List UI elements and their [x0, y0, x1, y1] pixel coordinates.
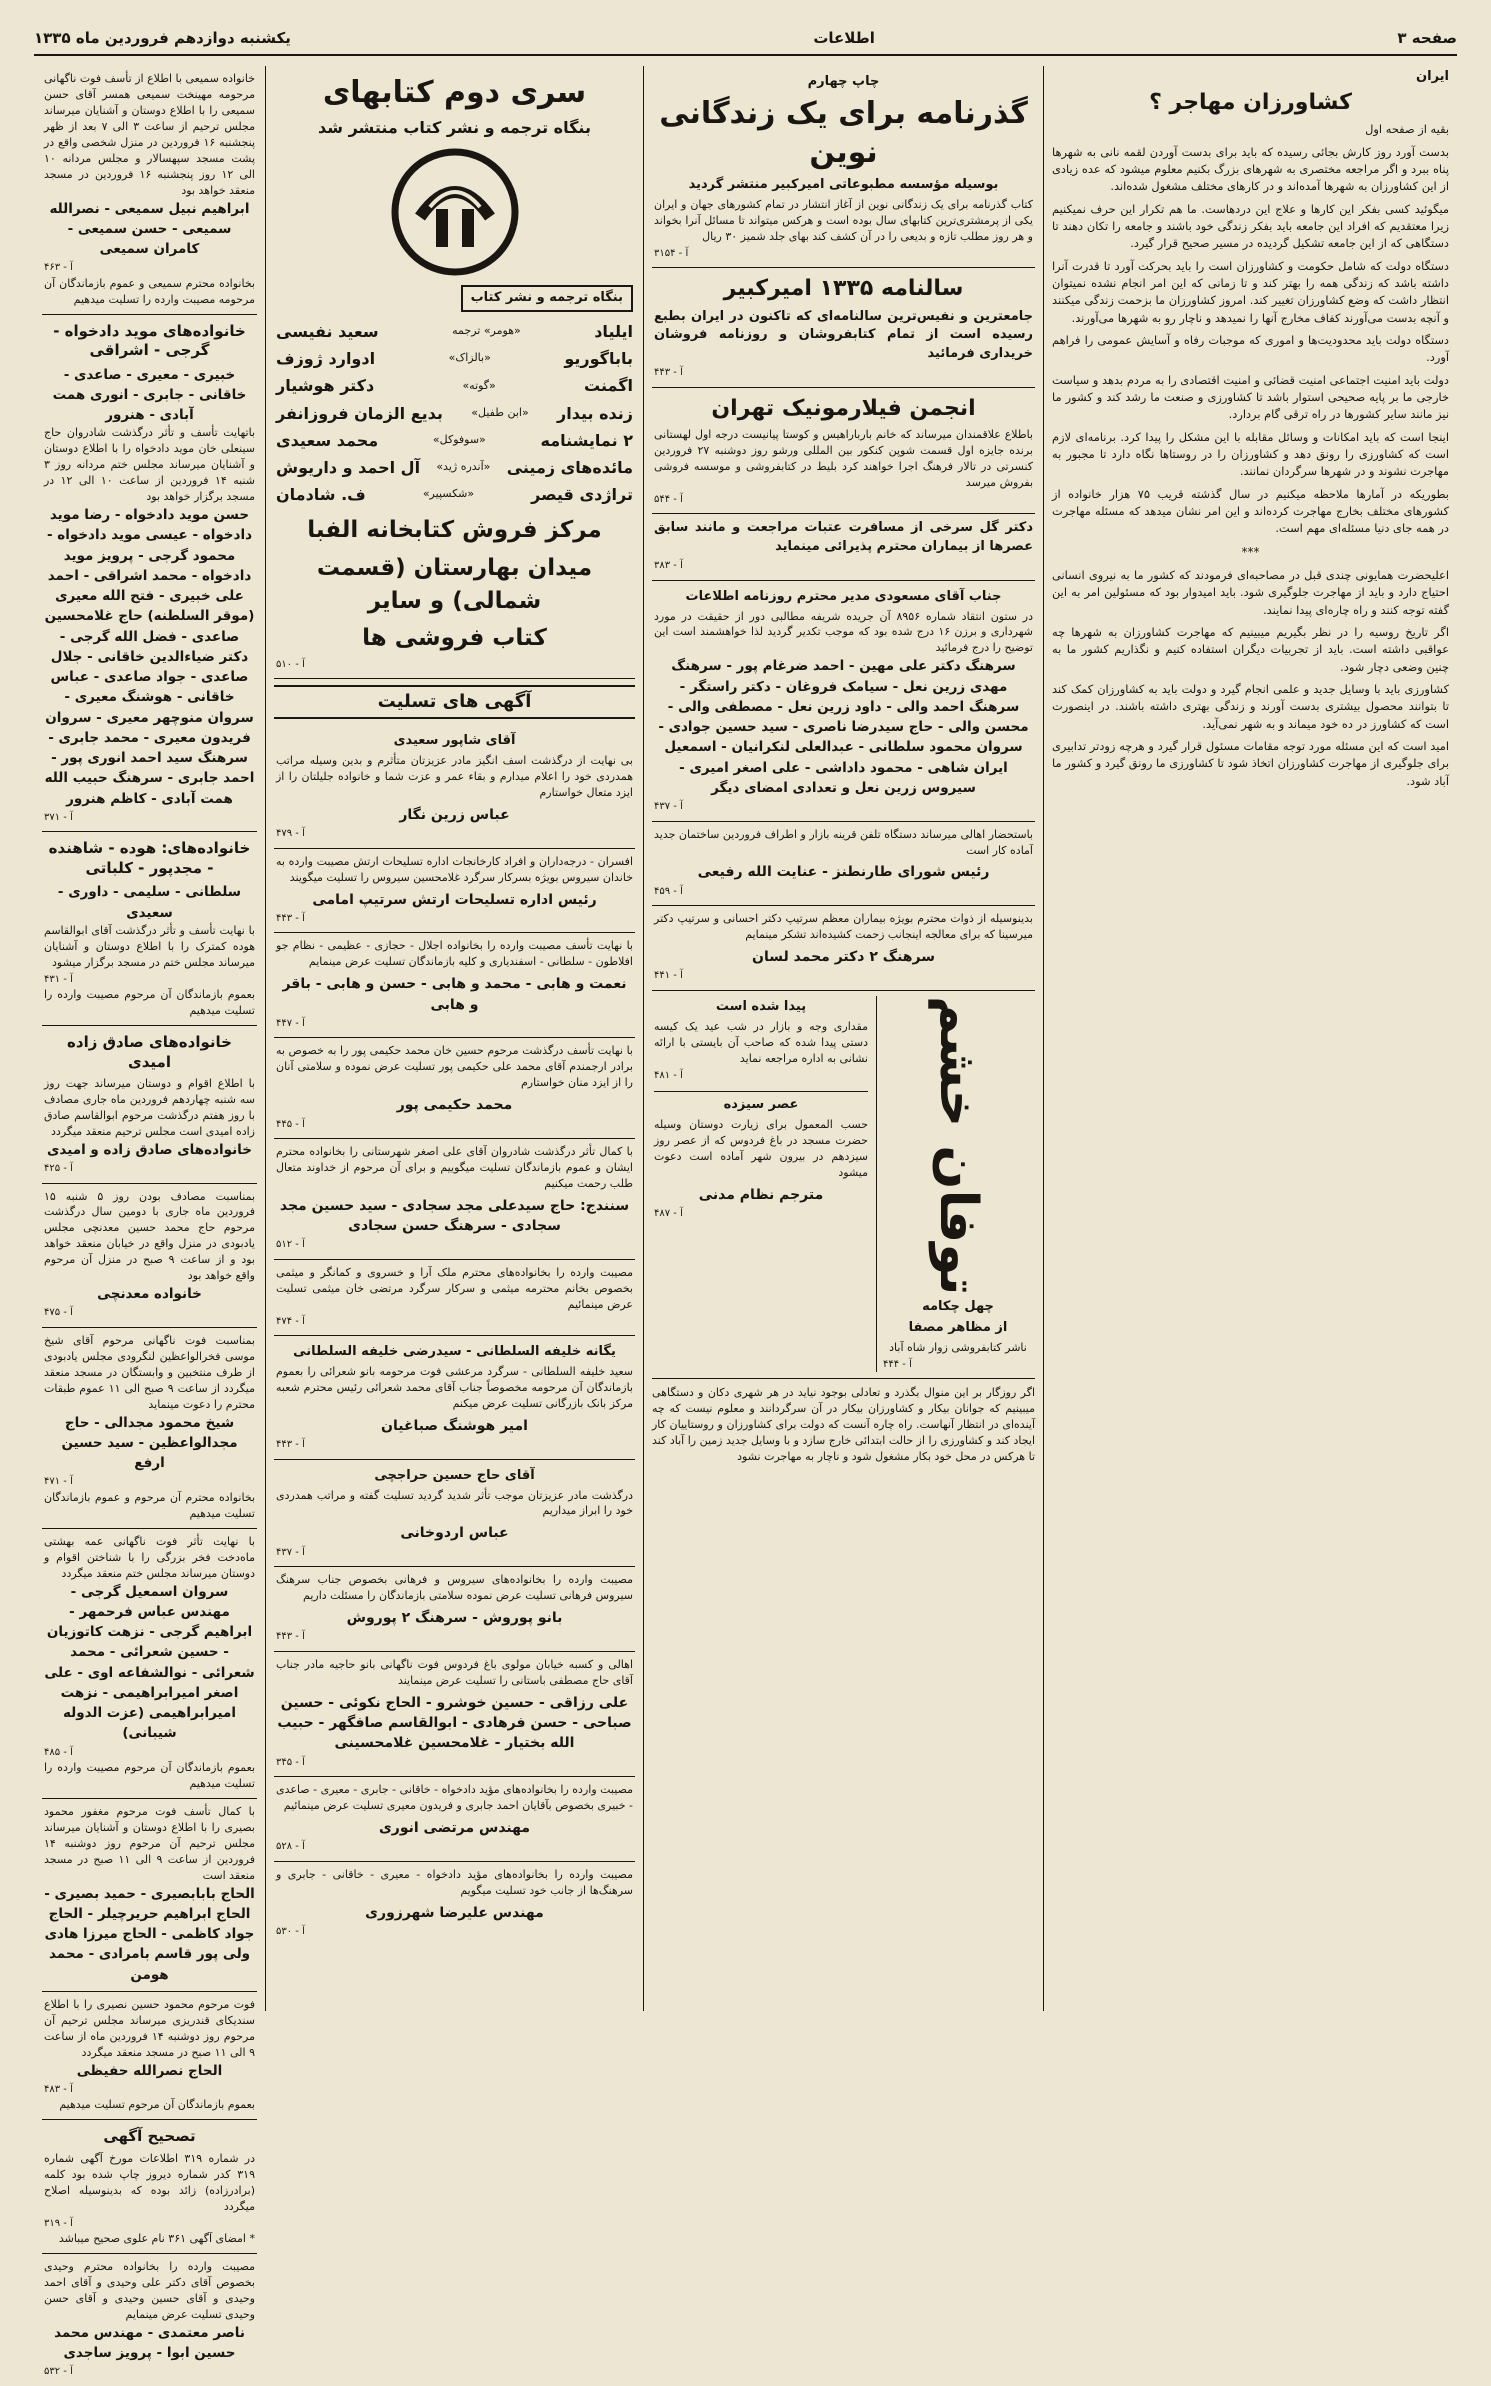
ad-code: آ - ۴۴۱ — [654, 970, 683, 982]
notice-text: اهالی و کسبه خیابان مولوی باغ فردوس فوت ناگهانی بانو حاجیه مادر جناب آقای حاج مصطفی باستانی را تسلیت عرض مینمایند — [276, 1657, 633, 1687]
book-subtitle: بوسیله مؤسسه مطبوعاتی امیرکبیر منتشر گردید — [688, 176, 999, 192]
almanac-text: جامعترین و نفیس‌ترین سالنامه‌ای که تاکنون در ایران بطبع رسیده است از تمام کتابفروشان و روزنامه فروشان خریداری فرمائید — [654, 308, 1033, 362]
book-author: «گوته» — [462, 378, 496, 392]
ad-code: آ - ۴۴۷ — [276, 1017, 305, 1029]
obituary-notice — [42, 1184, 257, 1328]
notice-text: مصیبت وارده را بخانواده‌های سیروس و فرهانی بخصوص جناب سرهنگ سیروس فرهانی تسلیت عرض نموده سلامتی بازماندگان را مسئلت داریم — [276, 1573, 633, 1603]
condolence-notice — [274, 1139, 635, 1260]
philharmonic-text: باطلاع علاقمندان میرساند که خانم بارباراهیس و کوستا پیانیست درجه اول لهستانی برنده جایزه اول قسمت شوپن کنکور بین المللی ورشو روز دوشنبه ۲۷ فروردین کنسرتی در تالار فرهنگ اجرا خواهند کرد بلیط در کتابفروشی و موسسه فروشی بفروش میرسد — [654, 428, 1033, 490]
series-subtitle: بنگاه ترجمه و نشر کتاب منتشر شد — [318, 118, 591, 137]
store-line: میدان بهارستان (قسمت شمالی) و سایر — [316, 554, 593, 615]
book-title: اگمنت — [584, 376, 633, 396]
novel-title: توفان خشم — [928, 996, 988, 1296]
notice-title: تصحیح آگهی — [103, 2127, 196, 2146]
philharmonic-title: انجمن فیلارمونیک تهران — [711, 395, 976, 421]
obituary-column — [34, 66, 266, 2378]
obituary-notice — [42, 66, 257, 315]
obituary-notice — [42, 1026, 257, 1184]
notice-signature: خانواده معدنچی — [97, 1286, 202, 1303]
notice-text: با نهایت تأسف مصیبت وارده را بخانواده اجلال - حجازی - عظیمی - نظام جو افلاطون - سلطانی - اسفندیاری و کلیه بازماندگان تسلیت عرض مینمایم — [276, 939, 633, 969]
notice-signature: بانو پوروش - سرهنگ ۲ پوروش — [346, 1610, 563, 1627]
ad-code: آ - ۴۳۷ — [276, 1546, 305, 1558]
publisher-name-box: بنگاه ترجمه و نشر کتاب — [461, 285, 633, 312]
obituary-list — [42, 66, 257, 2386]
letter-title: جناب آقای مسعودی مدیر محترم روزنامه اطلاعات — [685, 588, 1002, 604]
notice-signature: ناصر معتمدی - مهندس محمد حسین ابوا - پرویز ساجدی — [54, 2324, 245, 2361]
condolence-notice — [274, 849, 635, 934]
editorial-paragraph: میگوئید کسی بفکر این کارها و علاج این دردهاست. ما هم تکرار این حرف نمیکنیم زیرا معتقدیم که افراد این جامعه باید بفکر زندگی خود باشند و جامعه را تکان دهند تا دستگاهی که از این جامعه تشکیل گردیده در مسیر صحیح قرار گیرد. — [1052, 201, 1449, 251]
condolence-notice — [274, 1652, 635, 1777]
book-author: «هومر» ترجمه — [452, 324, 521, 338]
book-row — [276, 454, 633, 481]
book-row — [276, 400, 633, 427]
ad-code: آ - ۴۶۳ — [44, 262, 73, 274]
book-title: باباگوریو — [564, 349, 633, 369]
book-row — [276, 372, 633, 399]
condolence-notice — [274, 725, 635, 848]
store-line: مرکز فروش کتابخانه الفبا — [307, 517, 602, 544]
publisher-emblem-icon — [390, 147, 520, 277]
editorial-paragraph: بدست آورد روز کارش بجائی رسیده که باید برای بدست آوردن لقمه نانی به شهرها پناه ببرد و اگر مراجعه مختصری به شهرهای بزرگ بکنیم معلوم میشود که عده زیادی از این کشاورزان به شهرها آمده‌اند و در کارهای مختلف مشغول شده‌اند. — [1052, 144, 1449, 194]
notice-text: در شماره ۳۱۹ اطلاعات مورخ آگهی شماره ۳۱۹ کدر شماره دیروز چاپ شده بود کلمه (برادرزاده) زائد بوده که بدینوسیله اصلاح میگردد — [44, 2151, 255, 2213]
editorial-paragraph: اعلیحضرت همایونی چندی قبل در مصاحبه‌ای فرمودند که کشور ما به نیروی انسانی احتیاج دارد و باید از مهاجرت جلوگیری شود. باید امیدوار بود که مسئولین امر به این گفته توجه کنند و راه چاره‌ای پیدا نمایند. — [1052, 568, 1449, 617]
notice-title: آقای حاج حسین حراجچی — [374, 1467, 535, 1483]
ad-code: آ - ۴۴۵ — [276, 1118, 305, 1130]
obituary-notice — [42, 2254, 257, 2386]
ad-code: آ - ۴۷۵ — [44, 1307, 73, 1319]
ad-code: آ - ۴۲۵ — [44, 1163, 73, 1174]
ad-code: آ - ۴۴۳ — [276, 1631, 305, 1643]
notice-signature: عباس زرین نگار — [399, 806, 510, 823]
condolence-notice — [274, 933, 635, 1038]
notice-text: مصیبت وارده را بخانواده محترم وحیدی بخصوص آقای دکتر علی وحیدی و آقای احمد وحیدی و آقای حسین وحیدی و آقای حسن وحیدی تسلیت عرض مینمایم — [44, 2259, 255, 2321]
family-names: خبیری - معیری - صاعدی - خاقانی - جابری - انوری همت آبادی - هنرور — [52, 366, 247, 424]
ad-code: آ - ۳۸۳ — [654, 560, 683, 572]
editorial-title: کشاورزان مهاجر ؟ — [1149, 89, 1352, 115]
notice-footer: بعموم بازماندگان آن مرحوم مصیبت وارده را تسلیت میدهیم — [44, 988, 255, 1018]
ad-code: آ - ۴۸۷ — [654, 1207, 683, 1219]
editorial-column — [1044, 66, 1457, 2011]
condolence-notice — [274, 1862, 635, 1946]
notice-footer: بخانواده محترم آن مرحوم و عموم بازماندگان تسلیت میدهیم — [44, 1490, 255, 1520]
notice-text: خانواده سمیعی با اطلاع از تأسف فوت ناگهانی مرحومه مهینخت سمیعی همسر آقای حسن سمیعی را با اطلاع دوستان و آشنایان میرساند مجلس ترحیم از ساعت ۳ الی ۷ بعد از ظهر پنجشنبه ۱۶ فروردین در منزل شخصی واقع در پشت مسجد سپهسالار و مجلس مردانه ۱۰ الی ۱۲ روز پنجشنبه ۱۶ فروردین در مسجد منعقد خواهد بود — [44, 72, 256, 197]
book-title: گذرنامه برای یک زندگانی نوین — [659, 95, 1028, 170]
condolence-notice — [274, 1777, 635, 1862]
notice-text: باتهایت تأسف و تأثر درگذشت شادروان حاج سینعلی خان موید دادخواه را با اطلاع دوستان و آشنایان میرساند مجلس ختم مردانه روز ۳ شنبه ۱۴ فروردین از ساعت ۱۰ الی ۱۲ در مسجد برگزار خواهد بود — [44, 426, 256, 504]
notice-signature: سنندج: حاج سیدعلی مجد سجادی - سید حسین مجد سجادی - سرهنگ حسن سجادی — [279, 1197, 630, 1235]
editorial-paragraph: دولت باید امنیت اجتماعی امنیت قضائی و امنیت اقتصادی را به مردم بدهد و سیاست خارجی ما بر پایه صحیحی استوار باشد تا کشاورزی و صنعت ما رشد کند و کشور ما نیز مانند سایر کشورها در راه ترقی گام بردارد. — [1052, 372, 1449, 422]
obituary-notice — [42, 832, 257, 1026]
book-row — [276, 427, 633, 454]
book-list — [276, 318, 633, 508]
store-line: کتاب فروشی ها — [362, 625, 547, 652]
novel-ad — [876, 996, 1033, 1372]
notice-text: بمناسبت مصادف بودن روز ۵ شنبه ۱۵ فروردین ماه جاری با دومین سال درگذشت مرحوم حاج محمد حسین معدنچی مجلس یادبودی در منزل واقع در خیابان منعقد خواهد بود و از ساعت ۹ صبح در منزل آن مرحوم واقع خواهد بود — [44, 1189, 255, 1283]
book-author: «ابن طفیل» — [471, 405, 529, 419]
ad-code: آ - ۴۷۴ — [276, 1315, 305, 1327]
notice-text: بی نهایت از درگذشت اسف انگیز مادر عزیزتان متأثرم و بدین وسیله مراتب همدردی خود را اعلام میدارم و بقاء عمر و عزت شما و خانواده جلیلتان را از ایزد متعال خواستارم — [276, 754, 633, 800]
ad-code: آ - ۵۱۲ — [276, 1239, 305, 1251]
notice-text: افسران - درجه‌داران و افراد کارخانجات اداره تسلیحات ارتش مصیبت وارده به خاندان سیروس بویژه بسرکار سرگرد غلامحسین سیروس را تسلیت میگویند — [276, 854, 633, 884]
condolence-list — [274, 725, 635, 1945]
book-series-ad — [274, 66, 635, 679]
notice-text: مصیبت وارده را بخانواده‌های محترم ملک آرا و خسروی و کمانگر و میثمی بخصوص بخانم محترمه میثمی و سرکار سرگرد مرتضی خان میثمی تسلیت عرض مینمائیم — [276, 1265, 633, 1311]
ad-code: آ - ۳۱۵۴ — [654, 247, 689, 259]
notice-footer: بعموم بازماندگان آن مرحوم مصیبت وارده را تسلیت میدهیم — [44, 1761, 255, 1790]
philharmonic-ad — [652, 388, 1035, 515]
ad-code: آ - ۴۴۳ — [654, 367, 683, 379]
notice-signature: امیر هوشنگ صباغیان — [381, 1417, 528, 1434]
ad-code: آ - ۴۷۹ — [276, 828, 305, 840]
notice-signature: مهندس علیرضا شهرزوری — [365, 1904, 544, 1921]
store-info — [276, 514, 633, 655]
notice-text: درگذشت مادر عزیزتان موجب تأثر شدید گردید تسلیت گفته و مراتب همدردی خود را ابراز میداریم — [276, 1488, 633, 1518]
notice-footer: بعموم بازماندگان آن مرحوم تسلیت میدهیم — [59, 2098, 255, 2112]
condolence-notice — [274, 1038, 635, 1139]
book-title: مائده‌های زمینی — [506, 457, 633, 477]
notice-text: فوت مرحوم محمود حسین نصیری را با اطلاع سندیکای قندریزی میرساند مجلس ترحیم آن مرحوم روز دوشنبه ۱۴ فروردین ماه از ساعت ۹ الی ۱۱ صبح در مسجد منعقد میگردد — [44, 1997, 255, 2059]
notice-signature: عباس اردوخانی — [400, 1525, 509, 1542]
obituary-notice — [42, 1328, 257, 1529]
condolence-notice — [274, 1260, 635, 1336]
notice-signature: الحاج نصرالله حفیظی — [76, 2062, 223, 2079]
ad-code: آ - ۴۴۳ — [276, 1439, 305, 1451]
book-title: تراژدی قیصر — [531, 485, 633, 505]
book-kicker: چاپ چهارم — [807, 74, 880, 89]
editorial-paragraph: دستگاه دولت که شامل حکومت و کشاورزان است را باید بحرکت آورد تا قدرت آنرا داشته باشد که زندگی همه را بهتر کند و تا زمانی که این امر انجام نشده نمیتوان انتظار داشت که وضع کشاورزان تغییر کند. امروز کشاورزان ما بزحمت زندگی میکنند و آنچه بدست می‌آورند کفاف مخارج آنها را نمیدهد و ناچار رو به شهرها می‌آورند. — [1052, 258, 1449, 325]
ads-column — [644, 66, 1044, 2011]
notice-signature: علی رزاقی - حسین خوشرو - الحاج نکوئی - حسین صباحی - حسن فرهادی - ابوالقاسم صافگهر - حبیب الله بختیار - غلامحسین غلامحسینی — [277, 1694, 632, 1752]
notice-text: با اطلاع اقوام و دوستان میرساند جهت روز سه شنبه چهاردهم فروردین ماه جاری مصادف با روز هفتم درگذشت مرحوم ابوالقاسم صادق زاده امیدی است مجلس ترحیم منعقد میگردد — [44, 1077, 255, 1138]
book-translator: آل احمد و داریوش — [276, 457, 421, 477]
ad-code: آ - ۴۳۷ — [654, 801, 683, 813]
book-author: «شکسپیر» — [422, 487, 475, 501]
ad-code: آ - ۴۷۱ — [44, 1476, 73, 1488]
notice-text: مصیبت وارده را بخانواده‌های مؤید دادخواه - معیری - خاقانی - جابری و سرهنگ‌ها از جانب خود تسلیت میگویم — [276, 1867, 633, 1897]
notice-signature: رئیس اداره تسلیحات ارتش سرتیپ امامی — [312, 891, 597, 908]
ad-code: آ - ۴۴۴ — [883, 1358, 912, 1370]
newspaper-name: اطلاعات — [813, 29, 875, 47]
condolence-notice — [274, 1567, 635, 1652]
page-number: صفحه ۳ — [1397, 29, 1457, 47]
found-text: مقداری وجه و بازار در شب عید یک کیسه دستی پیدا شده که صاحب آن بایستی با ارائه نشانی به اداره مراجعه نماید — [654, 1019, 868, 1065]
condolence-header: آگهی های تسلیت — [274, 685, 635, 719]
small-notices — [654, 996, 868, 1372]
obituary-notice — [42, 1799, 257, 1992]
book-title: ۲ نمایشنامه — [540, 430, 633, 450]
ad-code: آ - ۳۷۱ — [44, 811, 73, 823]
almanac-title: سالنامه ۱۳۳۵ امیرکبیر — [723, 276, 964, 301]
doctor-thanks-notice — [652, 906, 1035, 991]
doctor-text: دکتر گل سرخی از مسافرت عتبات مراجعت و مانند سابق عصرها از بیماران محترم پذیرائی مینماید — [654, 520, 1033, 555]
novel-subtitle: چهل چکامه — [922, 1298, 994, 1314]
ad-code: آ - ۵۴۴ — [654, 493, 683, 505]
letter-notice — [652, 581, 1035, 822]
books-condolence-column — [266, 66, 644, 2011]
ad-code: آ - ۴۸۳ — [44, 2083, 73, 2095]
condolence-notice — [274, 1336, 635, 1459]
ad-code: آ - ۴۸۱ — [654, 1069, 683, 1081]
book-title: ایلیاد — [594, 322, 633, 342]
asr-signature: مترجم نظام مدنی — [698, 1186, 824, 1203]
editorial-intro: بقیه از صفحه اول — [1365, 122, 1449, 137]
notice-title: یگانه خلیفه السلطانی - سیدرضی خلیفه السلطانی — [293, 1344, 616, 1360]
book-author: «بالزاک» — [448, 351, 491, 365]
editorial-paragraph: اگر تاریخ روسیه را در نظر بگیریم میبینیم که مهاجرت کشاورزان به شهرها چه عواقبی داشته است. باید از تجربیات دیگران استفاده کنیم و نگذاریم کشور ما به چنین وضعی دچار شود. — [1052, 625, 1449, 674]
doctor-notice — [652, 514, 1035, 580]
book-translator: ادوارد ژوزف — [276, 349, 376, 369]
condolence-notice — [274, 1460, 635, 1568]
ad-code: آ - ۴۳۱ — [44, 973, 73, 985]
notice-text: با کمال تأسف فوت مرحوم مغفور محمود بصیری را با اطلاع دوستان و آشنایان میرساند مجلس ترحیم آن مرحوم روز دوشنبه ۱۴ فروردین از ساعت ۹ الی ۱۱ صبح در مسجد منعقد است — [44, 1804, 255, 1882]
editorial-paragraph: اینجا است که باید امکانات و وسائل مقابله با این مشکل را پیدا کرد. برنامه‌ای لازم است که کشاورزی را رونق دهد و کشاورزان را در روستاها نگاه دارد تا مجبور به مهاجرت نشوند و در شهرها سرگردان نمانند. — [1052, 429, 1449, 479]
notice-title: خانواده‌های موید دادخواه - گرجی - اشراقی — [53, 321, 246, 360]
ad-code: آ - ۳۴۵ — [276, 1756, 305, 1768]
asr-text: حسب المعمول برای زیارت دوستان وسیله حضرت مسجد در باغ فردوس که از عصر روز سیزدهم در بیرون شهر آماده است دعوت میشود — [654, 1117, 868, 1179]
editorial-paragraph: کشاورزی باید با وسایل جدید و علمی انجام گیرد و دولت باید به کشاورزان کمک کند تا بتوانند محصول بیشتری بدست آورند و زندگی بهتری داشته باشند. در اینصورت است که کشاورز در ده خود میماند و به شهر نمی‌آید. — [1052, 682, 1449, 731]
page-columns — [34, 66, 1457, 2378]
notice-signature: شیخ محمود مجدالی - حاج مجدالواعظین - سید حسین ارفع — [61, 1414, 238, 1472]
notice-text: با نهایت تأسف درگذشت مرحوم حسین خان محمد حکیمی پور را به خصوص به برادر ارجمندم آقای محمد علی حکیمی پور تسلیت عرض نموده و سلامتی آنان را از ایزد منان خواستارم — [276, 1044, 633, 1090]
book-title: زنده بیدار — [557, 403, 633, 423]
notice-text: سعید خلیفه السلطانی - سرگرد مرعشی فوت مرحومه بانو شعرائی را بعموم بازماندگان آن مرحومه مخصوصاً جناب آقای محمد شعرائی رئیس محترم شعبه مرکز بانک بازرگانی تسلیت عرض میکنم — [276, 1365, 633, 1410]
ad-code: آ - ۵۳۲ — [44, 2366, 73, 2378]
book-row — [276, 481, 633, 508]
obituary-notice — [42, 1529, 257, 1799]
asr-title: عصر سیزده — [654, 1091, 868, 1115]
notice-text: بمناسبت فوت ناگهانی مرحوم آقای شیخ موسی فخرالواعظین لنگرودی مجلس یادبودی از طرف منتخبین و وابستگان در مسجد منعقد میگردد از ساعت ۹ صبح الی ۱۱ عموم طبقات محترم را دعوت مینماید — [44, 1333, 255, 1411]
section-label: ایران — [1416, 69, 1449, 84]
doctor-thanks-signature: سرهنگ ۲ دکتر محمد لسان — [752, 949, 935, 966]
editorial-paragraph: دستگاه دولت باید محدودیت‌ها و اموری که موجبات رفاه و آسایش عمومی را فراهم آورد. — [1052, 333, 1449, 365]
book-author: «آندره ژید» — [436, 460, 491, 474]
ad-code: آ - ۵۲۸ — [276, 1841, 305, 1853]
novel-author: از مظاهر مصفا — [908, 1319, 1008, 1335]
publisher-logo — [276, 147, 633, 277]
council-notice — [652, 822, 1035, 907]
editorial-paragraph: امید است که این مسئله مورد توجه مقامات مسئول قرار گیرد و هرچه زودتر تدابیری برای جلوگیری از مهاجرت کشاورزان اتخاذ شود تا کشاورزی ما رونق گیرد و کشور ما آباد شود. — [1052, 739, 1449, 788]
section-stars: *** — [1241, 544, 1260, 559]
book-text: کتاب گذرنامه برای یک زندگانی نوین از آغاز انتشار در تمام کشورهای جهان و ایران یکی از پرمشتری‌ترین کتابهای سال بوده است و هرکس میتواند تا مسائل آنرا بخواند و هر روز مطلب تازه و بدیعی را در آن کشف کند بهای جلد شمیز ۳۰ ریال — [654, 197, 1033, 243]
notice-signature: الحاج بابابصیری - حمید بصیری - الحاج ابراهیم حریرچیلر - الحاج جواد کاظمی - الحاج میرزا هادی ولی پور قاسم بامرادی - محمد هومن — [44, 1885, 255, 1983]
notice-signature: حسن موید دادخواه - رضا موید دادخواه - عیسی موید دادخواه - محمود گرجی - پرویز موید دادخواه - محمد اشراقی - احمد علی خبیری - فتح الله معیری (موقر السلطنه) حاج غلامحسین صاعدی - فضل الله گرجی - دکتر ضیاءالدین خاقانی - جلال صاعدی - جواد صاعدی - عباس خاقانی - هوشنگ معیری - سروان منوچهر معیری - سروان فریدون معیری - محمد جابری - سرهنگ سید احمد انوری پور - احمد جابری - سرهنگ حبیب الله همت آبادی - کاظم هنرور — [44, 507, 255, 807]
ad-code: آ - ۳۱۹ — [44, 2217, 73, 2229]
council-text: باستحضار اهالی میرساند دستگاه تلفن قرینه بازار و اطراف فروردین ساختمان جدید آماده کار است — [654, 827, 1033, 857]
series-title: سری دوم کتابهای — [322, 75, 587, 110]
book-row — [276, 345, 633, 372]
book-ad — [652, 66, 1035, 268]
notice-title: خانواده‌های: هوده - شاهنده - مجدپور - کلباتی — [48, 839, 251, 877]
ad-code: آ - ۴۸۵ — [44, 1746, 73, 1758]
issue-date: یکشنبه دوازدهم فروردین ماه ۱۳۳۵ — [34, 29, 291, 47]
ad-code: آ - ۴۵۹ — [654, 885, 683, 897]
council-signature: رئیس شورای طارنطنز - عنایت الله رفیعی — [697, 864, 990, 881]
notice-footer: * امضای آگهی ۳۶۱ نام علوی صحیح میباشد — [58, 2232, 255, 2245]
page-header — [34, 28, 1457, 56]
notice-signature: خانواده‌های صادق زاده و امیدی — [47, 1141, 252, 1158]
ad-code: آ - ۵۱۰ — [276, 658, 305, 670]
notice-title: خانواده‌های صادق زاده امیدی — [67, 1033, 232, 1071]
notice-title: آقای شاپور سعیدی — [393, 733, 516, 749]
notice-signature: محمد حکیمی پور — [396, 1097, 513, 1114]
obituary-notice — [42, 315, 257, 833]
novel-publisher: ناشر کتابفروشی زوار شاه آباد — [889, 1340, 1027, 1354]
notice-text: با نهایت تأسف و تأثر درگذشت آقای ابوالقاسم هوده کمترک را با اطلاع دوستان و آشنایان میرساند مجلس ختم در مسجد برگزار میشود — [44, 923, 255, 969]
book-translator: محمد سعیدی — [276, 430, 379, 450]
notice-signature: سروان اسمعیل گرجی - مهندس عباس فرحمهر - ابراهیم گرجی - نزهت کاتوزیان - حسین شعرائی - محمد شعرائی - نوالشفاعه اوی - علی اصغر امیرابراهیمی - نزهت امیرابراهیمی (عزت الدوله شیبانی) — [44, 1583, 255, 1742]
notice-text: با کمال تأثر درگذشت شادروان آقای علی اصغر شهرستانی را بخانواده محترم ایشان و عموم بازماندگان تسلیت میگوییم و برای آن مرحوم از خداوند متعال طلب رحمت میکنیم — [276, 1145, 633, 1190]
bottom-ads — [652, 991, 1035, 1379]
book-translator: ف. شادمان — [276, 485, 366, 505]
obituary-notice — [42, 1992, 257, 2120]
book-row — [276, 318, 633, 345]
book-translator: سعید نفیسی — [276, 322, 379, 342]
notice-footer: بخانواده محترم سمیعی و عموم بازماندگان آن مرحومه مصیبت وارده را تسلیت میدهیم — [44, 276, 255, 306]
found-title: پیدا شده است — [715, 998, 807, 1014]
doctor-thanks-text: بدینوسیله از ذوات محترم بویژه بیماران معظم سرتیپ دکتر احسانی و سرتیپ دکتر میرسینا که برای معالجه اینجانب زحمت کشیده‌اند تشکر مینمایم — [654, 912, 1033, 942]
ad-code: آ - ۵۳۰ — [276, 1925, 305, 1937]
ad-code: آ - ۴۴۳ — [276, 912, 305, 924]
notice-signature: مهندس مرتضی انوری — [378, 1820, 531, 1837]
editorial-paragraph: بطوریکه در آمارها ملاحظه میکنیم در سال گذشته قریب ۷۵ هزار خانواده از کشورهای مختلف بخارج مهاجرت کرده‌اند و این امر نشان میدهد که مسئله مهاجرت در همه جای دنیا مسئله‌ای مهم است. — [1052, 486, 1449, 536]
letter-signatories: سرهنگ دکتر علی مهین - احمد ضرغام پور - سرهنگ مهدی زرین نعل - سیامک فروغان - دکتر راستگر - سرهنگ احمد والی - داود زرین نعل - مصطفی والی - محسن والی - حاج سیدرضا ناصری - سید حسین جوادی - سروان محمود سلطانی - عبدالعلی لنکرانیان - اسمعیل ایران شاهی - محمود داداشی - علی اصغر امیری - سیروس زرین نعل و تعدادی امضای دیگر — [658, 658, 1029, 796]
notice-text: مصیبت وارده را بخانواده‌های مؤید دادخواه - خاقانی - جابری - معیری - صاعدی - خبیری بخصوص بآقایان احمد جابری و فریدون معیری تسلیت عرض مینمائیم — [276, 1783, 633, 1813]
editorial-body — [1052, 144, 1449, 790]
book-translator: دکتر هوشیار — [276, 376, 375, 396]
book-author: «سوفوکل» — [432, 433, 486, 447]
letter-text: در ستون انتقاد شماره ۸۹۵۶ آن جریده شریفه مطالبی دور از حقیقت در مورد شهرداری و برزن ۱۶ درج شده بود که موجب تکدیر گردید لذا خواهشمند است این توضیح را درج فرمائید — [654, 609, 1033, 655]
notice-signature: نعمت و هابی - محمد و هابی - حسن و هابی - باقر و هابی — [282, 976, 627, 1013]
family-names: سلطانی - سلیمی - داوری - سعیدی — [57, 884, 242, 921]
almanac-ad — [652, 268, 1035, 388]
notice-signature: ابراهیم نبیل سمیعی - نصرالله سمیعی - حسن سمیعی - کامران سمیعی — [49, 200, 250, 257]
obituary-notice — [42, 2120, 257, 2254]
book-translator: بدیع الزمان فروزانفر — [276, 403, 443, 423]
continued-article: اگر روزگار بر این منوال بگذرد و تعادلی بوجود نیاید در هر شهری دکان و دستگاهی میبینیم که جوانان بیکار و کشاورزان بیکار در آن سرگردانند و معلوم نیست که چه آینده‌ای در انتظار آنهاست. راه چاره آنست که دولت برای کشاورزان و روستاییان کار ایجاد کند و کشاورزی را از حالت ابتدائی خارج سازد و با وسایل جدید زمین را آباد کند تا هرکس در محل خود بکار مشغول شود و ناچار به مهاجرت نشود — [652, 1386, 1035, 1463]
notice-text: با نهایت تأثر فوت ناگهانی عمه بهشتی ماه‌دخت فخر بزرگی را با شناختن اقوام و دوستان میرساند مجلس ختم منعقد میگردد — [44, 1534, 255, 1580]
